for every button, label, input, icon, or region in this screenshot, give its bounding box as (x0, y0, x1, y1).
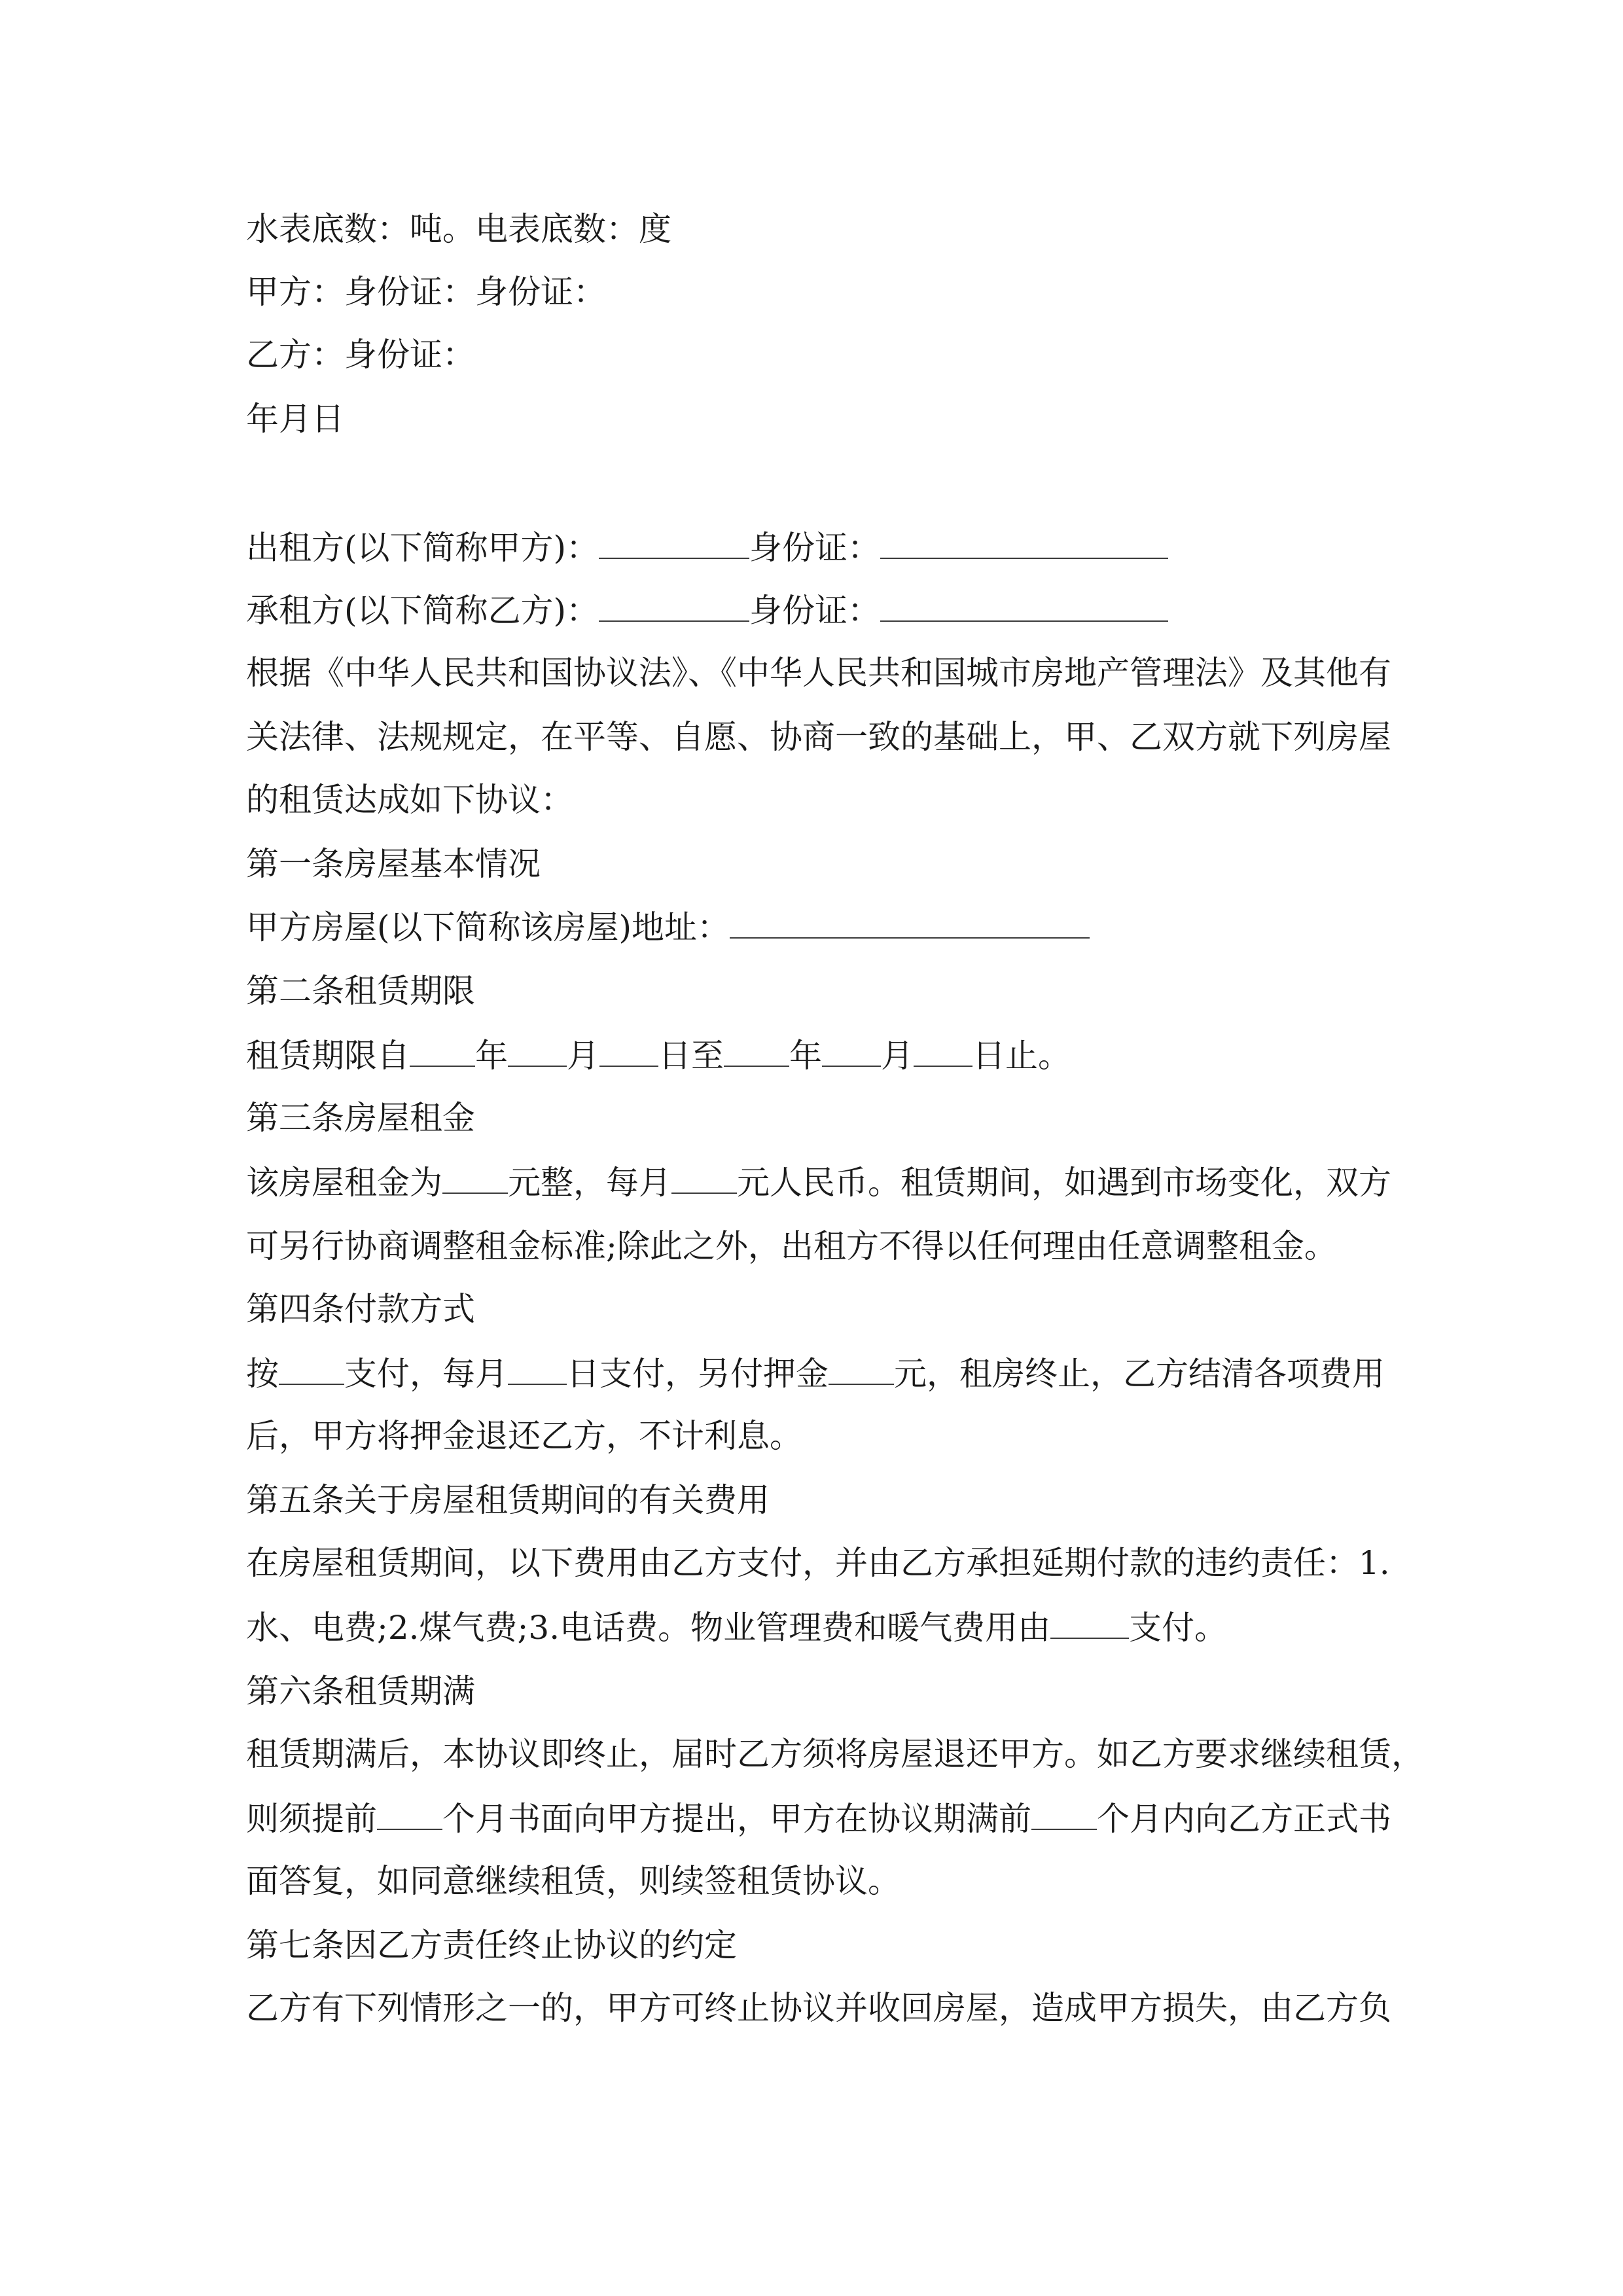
text-segment: 年 (789, 1037, 822, 1075)
text-segment: 月 (881, 1037, 914, 1075)
preamble-line-1 (246, 652, 1391, 694)
article-1-heading (246, 843, 541, 885)
fill-blank (730, 906, 1090, 939)
text-segment: 支付。 (1129, 1609, 1228, 1647)
text-segment: 年 (475, 1037, 508, 1075)
rent-line-2 (246, 1225, 1337, 1267)
party-b-id-line (246, 334, 475, 376)
text-segment: 的租赁达成如下协议： (246, 781, 573, 819)
text-segment: 按 (246, 1355, 279, 1393)
text-segment: 该房屋租金为 (246, 1164, 442, 1202)
fill-blank (671, 1161, 737, 1194)
fill-blank (410, 1034, 475, 1067)
party-a-id-line (246, 271, 606, 313)
lease-term-line (246, 1034, 1071, 1077)
expiry-line-2 (246, 1797, 1391, 1840)
article-6-heading (246, 1670, 475, 1712)
text-segment: 乙方有下列情形之一的，甲方可终止协议并收回房屋，造成甲方损失，由乙方负 (246, 1989, 1391, 2027)
text-segment: 第一条房屋基本情况 (246, 845, 541, 883)
preamble-line-3 (246, 779, 573, 821)
fees-line-2 (246, 1606, 1227, 1649)
text-segment: 支付，每月 (344, 1355, 508, 1393)
article-2-heading (246, 970, 475, 1012)
fill-blank (724, 1034, 789, 1067)
text-segment: 个月书面向甲方提出，甲方在协议期满前 (442, 1800, 1031, 1838)
fill-blank (829, 1352, 894, 1385)
termination-line-1 (246, 1987, 1391, 2029)
rent-line-1 (246, 1161, 1391, 1204)
text-segment: 面答复，如同意继续租赁，则续签租赁协议。 (246, 1862, 901, 1900)
fill-blank (279, 1352, 344, 1385)
text-segment: 身份证： (749, 592, 881, 630)
fill-blank (822, 1034, 881, 1067)
text-segment: 元整，每月 (508, 1164, 671, 1202)
text-segment: 第二条租赁期限 (246, 972, 475, 1010)
fees-line-1 (246, 1542, 1390, 1584)
text-segment: 可另行协商调整租金标准;除此之外，出租方不得以任何理由任意调整租金。 (246, 1227, 1337, 1265)
article-5-heading (246, 1479, 770, 1521)
text-segment: 租赁期满后，本协议即终止，届时乙方须将房屋退还甲方。如乙方要求继续租赁， (246, 1735, 1424, 1773)
text-segment: 乙方：身份证： (246, 336, 475, 374)
text-segment: 在房屋租赁期间，以下费用由乙方支付，并由乙方承担延期付款的违约责任：1. (246, 1544, 1390, 1582)
fill-blank (377, 1797, 442, 1830)
text-segment: 甲方：身份证：身份证： (246, 273, 606, 311)
text-segment: 月 (567, 1037, 599, 1075)
expiry-line-1 (246, 1733, 1424, 1775)
text-segment: 第六条租赁期满 (246, 1672, 475, 1710)
fill-blank (599, 589, 749, 622)
fill-blank (599, 1034, 658, 1067)
text-segment: 日至 (658, 1037, 724, 1075)
text-segment: 第四条付款方式 (246, 1290, 475, 1328)
fill-blank (1031, 1797, 1097, 1830)
text-segment: 元，租房终止，乙方结清各项费用 (894, 1355, 1385, 1393)
text-segment: 第三条房屋租金 (246, 1099, 475, 1137)
text-segment: 出租方(以下简称甲方)： (246, 529, 599, 567)
text-segment: 甲方房屋(以下简称该房屋)地址： (246, 908, 730, 946)
text-segment: 日支付，另付押金 (567, 1355, 829, 1393)
article-7-heading (246, 1924, 737, 1966)
fill-blank (508, 1034, 567, 1067)
text-segment: 第五条关于房屋租赁期间的有关费用 (246, 1481, 770, 1519)
text-segment: 水表底数：吨。电表底数：度 (246, 210, 671, 248)
address-line (246, 906, 1090, 948)
text-segment: 水、电费;2.煤气费;3.电话费。物业管理费和暖气费用由 (246, 1609, 1051, 1647)
text-segment: 元人民币。租赁期间，如遇到市场变化，双方 (737, 1164, 1391, 1202)
text-segment: 关法律、法规规定，在平等、自愿、协商一致的基础上，甲、乙双方就下列房屋 (246, 718, 1391, 756)
text-segment: 后，甲方将押金退还乙方，不计利息。 (246, 1417, 802, 1455)
fill-blank (508, 1352, 567, 1385)
text-segment: 个月内向乙方正式书 (1097, 1800, 1391, 1838)
text-segment: 则须提前 (246, 1800, 377, 1838)
text-segment: 根据《中华人民共和国协议法》、《中华人民共和国城市房地产管理法》及其他有 (246, 654, 1391, 692)
date-line (246, 398, 344, 440)
text-segment: 第七条因乙方责任终止协议的约定 (246, 1926, 737, 1964)
meter-readings-line (246, 208, 671, 250)
fill-blank (914, 1034, 972, 1067)
article-3-heading (246, 1097, 475, 1139)
lessee-line (246, 589, 1168, 632)
fill-blank (1050, 1606, 1129, 1639)
article-4-heading (246, 1288, 475, 1330)
preamble-line-2 (246, 716, 1391, 758)
payment-line-2 (246, 1415, 802, 1457)
text-segment: 租赁期限自 (246, 1037, 410, 1075)
text-segment: 承租方(以下简称乙方)： (246, 592, 599, 630)
fill-blank (880, 526, 1168, 559)
fill-blank (599, 526, 749, 559)
text-segment: 年月日 (246, 400, 344, 438)
text-segment: 身份证： (749, 529, 881, 567)
fill-blank (880, 589, 1168, 622)
lessor-line (246, 526, 1168, 569)
expiry-line-3 (246, 1860, 901, 1902)
fill-blank (442, 1161, 508, 1194)
text-segment: 日止。 (972, 1037, 1071, 1075)
payment-line-1 (246, 1352, 1385, 1395)
